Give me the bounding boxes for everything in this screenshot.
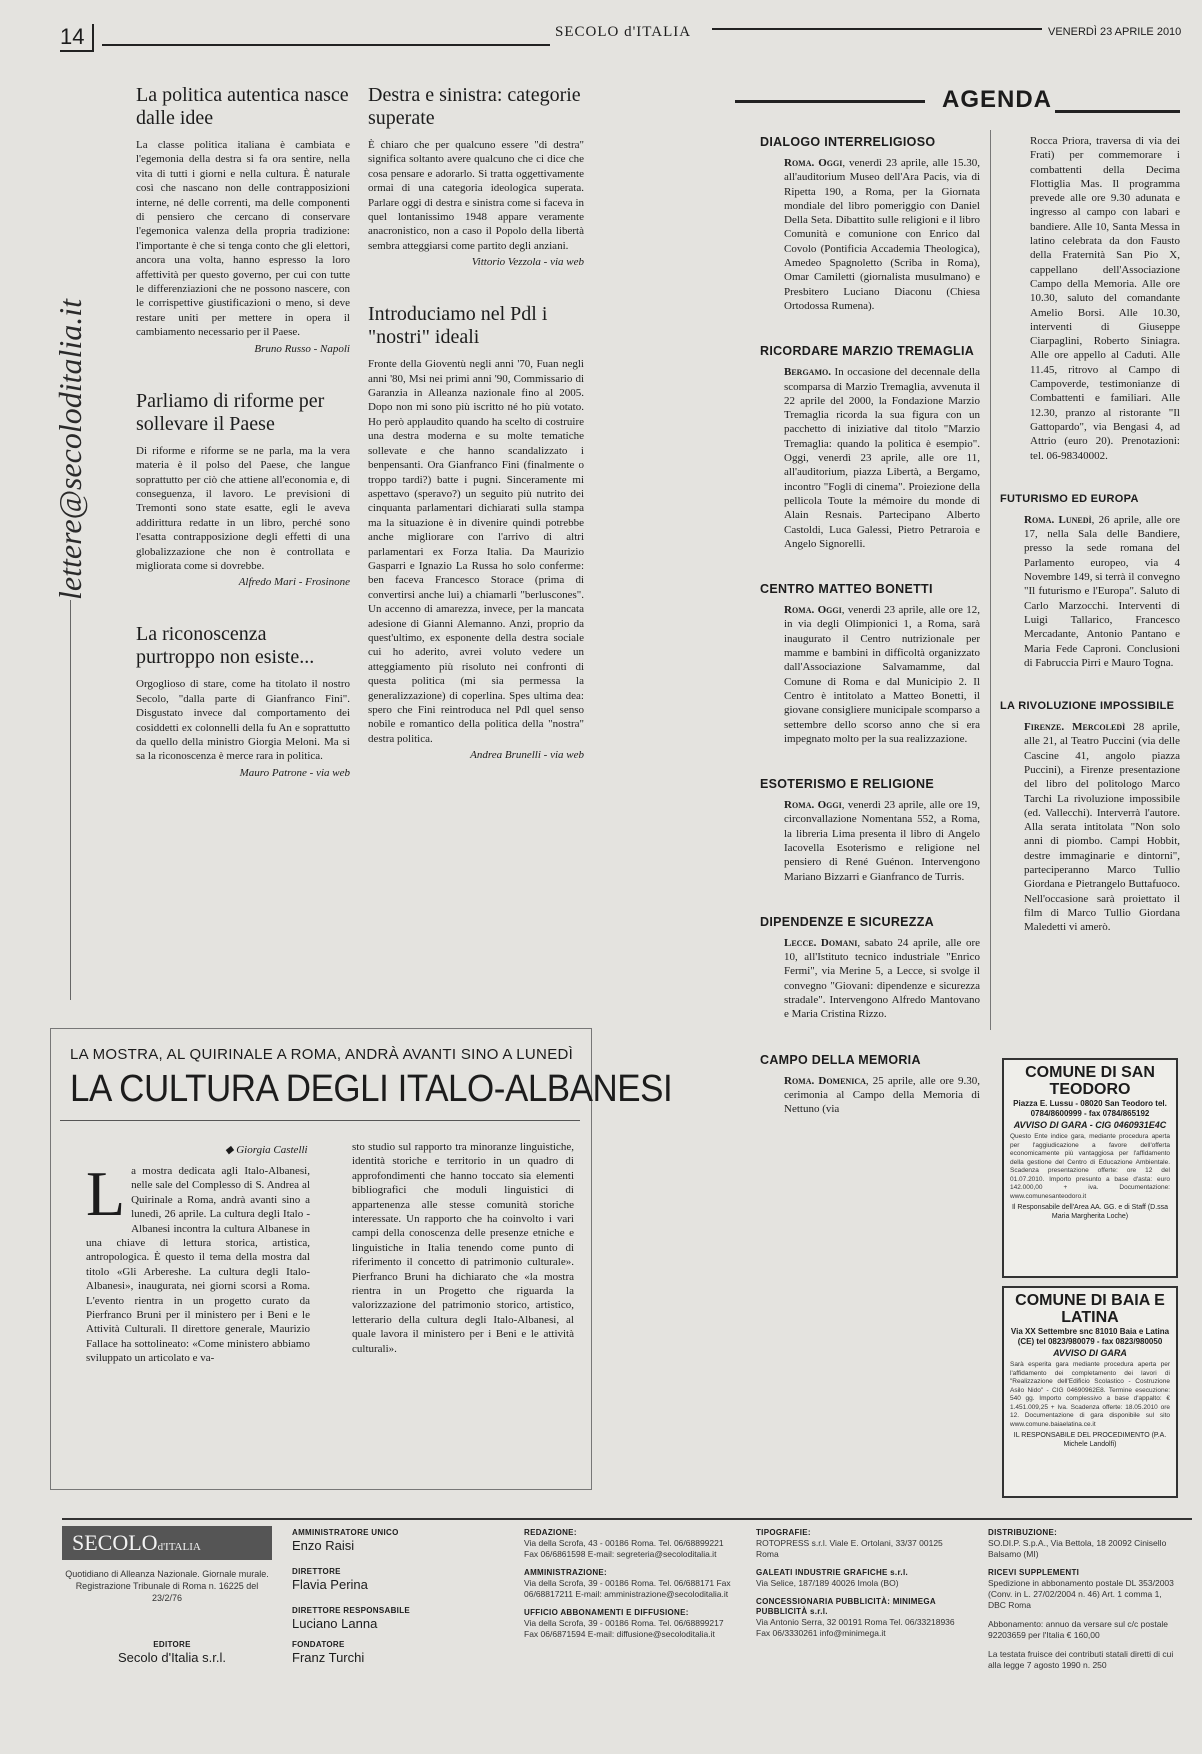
colophon-value: La testata fruisce dei contributi statali diretti di cui alla legge 7 agosto 1990 n. 250 xyxy=(988,1649,1174,1670)
letters-email[interactable]: lettere@secoloditalia.it xyxy=(52,298,88,600)
agenda-text xyxy=(760,936,980,1022)
header-rule-right xyxy=(712,28,1042,30)
agenda-item xyxy=(1000,698,1180,934)
ad-title: COMUNE DI SAN TEODORO xyxy=(1025,1064,1155,1098)
colophon-column-staff xyxy=(292,1528,522,1645)
colophon-value: Abbonamento: annuo da versare sul c/c postale 92203659 per l'Italia € 160,00 xyxy=(988,1619,1169,1640)
agenda-text xyxy=(1000,720,1180,934)
agenda-heading: LA RIVOLUZIONE IMPOSSIBILE xyxy=(1000,700,1175,713)
ad-notice-title: AVVISO DI GARA xyxy=(1053,1348,1127,1358)
agenda-item xyxy=(760,1052,980,1117)
colophon-value: Enzo Raisi xyxy=(292,1538,355,1553)
colophon-value: Spedizione in abbonamento postale DL 353/2003 (Conv. in L. 27/02/2004 n. 46) Art. 1 comma 1, DBC Roma xyxy=(988,1578,1174,1610)
letters-column-1 xyxy=(136,84,350,780)
colophon-label: AMMINISTRAZIONE: xyxy=(524,1568,608,1577)
agenda-column-2 xyxy=(1000,134,1180,935)
agenda-text xyxy=(1000,513,1180,670)
agenda-item xyxy=(760,343,980,551)
header-rule-left xyxy=(102,44,550,46)
colophon-label: DIRETTORE xyxy=(292,1567,341,1576)
page-number: 14 xyxy=(60,24,94,52)
agenda-lead: Roma. Oggi xyxy=(784,604,842,617)
agenda-text xyxy=(760,1074,980,1117)
agenda-item xyxy=(760,776,980,884)
ad-signature: Il Responsabile dell'Area AA. GG. e di Staff (D.ssa Maria Margherita Loche) xyxy=(1011,1204,1169,1220)
colophon-value: Secolo d'Italia s.r.l. xyxy=(118,1650,226,1665)
colophon-label: FONDATORE xyxy=(292,1640,345,1649)
letter-signature: Alfredo Mari - Frosinone xyxy=(238,576,350,589)
agenda-lead: Roma. Domenica xyxy=(784,1074,866,1087)
ad-body: Questo Ente indice gara, mediante procedura aperta per l'aggiudicazione a favore dell'offerta economicamente più vantaggiosa per l'affidamento della gestione del Centro di Educazione Ambientale. Scadenza presentazione offerte: ore 12 del 01.07.2010. Importo presunto a base d'asta: euro 142.000,00 + iva. Documentazione: www.comunesanteodoro.it xyxy=(1010,1133,1170,1200)
colophon-label: RICEVI SUPPLEMENTI xyxy=(988,1568,1080,1577)
colophon-column-print xyxy=(756,1528,956,1647)
ad-body: Sarà esperita gara mediante procedura aperta per l'affidamento dei completamento dei lavori di "Realizzazione dell'Edificio Scolastico - Costruzione Asilo Nido" - CIG 04690962E8. Termine esecuzione: 540 gg. Importo complessivo a base d'appalto: € 1.451.009,25 + Iva. Scadenza offerte: 18.05.2010 ore 12. Documentazione di gara disponibile sul sito www.comune.baiaelatina.ce.it xyxy=(1010,1361,1170,1428)
agenda-text xyxy=(760,156,980,313)
ad-title: COMUNE DI BAIA E LATINA xyxy=(1015,1292,1165,1326)
letter-signature: Andrea Brunelli - via web xyxy=(470,749,584,762)
agenda-body: 28 aprile, alle 21, al Teatro Puccini (via delle Cascine 41, angolo piazza Puccini), a Firenze presentazione del libro del politologo Marco Tarchi La rivoluzione impossibile (ed. Vallecchi). Interverrà l'autore. Alla serata intitolata "Non solo anni di piombo. Campi Hobbit, destre immaginarie e dintorni", parteciperanno Marco Tullio Giordana e Pietrangelo Buttafuoco. Nell'occasione sarà proiettato il film di Marco Tullio Giordana Maledetti vi amerò. xyxy=(1024,721,1180,934)
masthead-date: VENERDÌ 23 APRILE 2010 xyxy=(1048,26,1182,38)
agenda-column-1 xyxy=(760,134,980,1117)
letter-title: Introduciamo nel Pdl i "nostri" ideali xyxy=(368,303,548,349)
ad-comune-baia-e-latina xyxy=(1002,1286,1178,1498)
letter-body: Orgoglioso di stare, come ha titolato il nostro Secolo, "dalla parte di Gianfranco Fini". Disgustato invece dal comportamento dei cosiddetti ex colonnelli della fu An e soprattutto da quello della ministro Giorgia Meloni. Ma si sa la riconoscenza è merce rara in politica. xyxy=(136,678,350,763)
sidebar-line xyxy=(70,600,71,1000)
agenda-text xyxy=(760,798,980,884)
agenda-heading: DIALOGO INTERRELIGIOSO xyxy=(760,135,936,149)
agenda-lead: Roma. Lunedì xyxy=(1024,513,1092,526)
agenda-lead: Roma. Oggi xyxy=(784,157,843,169)
feature-dropcap: L xyxy=(86,1158,126,1229)
agenda-text xyxy=(760,603,980,746)
agenda-body: In occasione del decennale della scomparsa di Marzio Tremaglia, avvenuta il 22 aprile del 2000, la Fondazione Marzio Tremaglia ricorda la sua figura con un pacchetto di iniziative dal titolo "Marzio Tremaglia: quando la politica è esempio". Oggi, venerdì 23 aprile, alle ore 11, all'auditorium, piazza Libertà, a Bergamo, incontro "Fogli di cinema". Proiezione della pellicola Toute la mémoire du monde di Alain Resnais. Partecipano Alberto Castoldi, Luca Galessi, Pietro Petraroia e Angelo Signorelli. xyxy=(784,366,980,550)
masthead-name: SECOLO d'ITALIA xyxy=(555,24,692,40)
agenda-lead: Lecce. Domani xyxy=(784,936,858,949)
feature-title: LA CULTURA DEGLI ITALO-ALBANESI xyxy=(70,1068,673,1110)
colophon-value: SO.DI.P. S.p.A., Via Bettola, 18 20092 Cinisello Balsamo (MI) xyxy=(988,1538,1167,1559)
letter-signature: Bruno Russo - Napoli xyxy=(254,342,350,355)
colophon-logo-small: d'ITALIA xyxy=(157,1541,201,1553)
letter xyxy=(136,623,350,779)
colophon-value: Via della Scrofa, 39 - 00186 Roma. Tel. 06/68899217 Fax 06/6871594 E-mail: diffusione@secoloditalia.it xyxy=(524,1618,724,1639)
letter-signature: Mauro Patrone - via web xyxy=(239,766,350,779)
agenda-body: , 25 aprile, alle ore 9.30, cerimonia al Campo della Memoria di Nettuno (via xyxy=(784,1074,980,1116)
letter-body: Di riforme e riforme se ne parla, ma la vera materia è il polso del Paese, che langue soprattutto per ciò che attiene all'economia e, di conseguenza, il lavoro. Le previsioni di Tremonti sono state esatte, egli le aveva addirittura redatte in un libro, perché sono l'esatta contrapposizione degli effetti di una globalizzazione che non è controllata e migliorata come si dovrebbe. xyxy=(136,444,350,572)
colophon-value: Via della Scrofa, 39 - 00186 Roma. Tel. 06/688171 Fax 06/68817211 E-mail: amministrazione@secoloditalia.it xyxy=(524,1578,731,1599)
colophon-registration: Quotidiano di Alleanza Nazionale. Giornale murale. Registrazione Tribunale di Roma n. 16225 del 23/2/76 xyxy=(65,1569,269,1603)
colophon-label: DISTRIBUZIONE: xyxy=(988,1528,1058,1537)
colophon-logo xyxy=(62,1526,272,1560)
ad-notice-title: AVVISO DI GARA - CIG 0460931E4C xyxy=(1013,1120,1167,1130)
agenda-item xyxy=(1000,491,1180,670)
colophon-column-founder xyxy=(292,1640,522,1679)
feature-column-1 xyxy=(86,1158,310,1366)
agenda-heading: RICORDARE MARZIO TREMAGLIA xyxy=(760,344,975,359)
colophon-label: CONCESSIONARIA PUBBLICITÀ: MINIMEGA PUBBLICITÀ s.r.l. xyxy=(756,1597,936,1616)
feature-text-2: sto studio sul rapporto tra minoranze linguistiche, identità storiche e territorio in un quadro di approfondimenti che hanno toccato sia elementi bibliografici che moduli linguistici di appartenenza alle stesse comunità storiche interessate. Un rapporto che ha coinvolto i vari campi della conoscenza delle presenze etniche e linguistiche in Italia tenendo come punto di riferimento il concetto di patrimonio culturale». Pierfranco Bruni ha dichiarato che «la mostra rientra in un Progetto che riguarda la valorizzazione del patrimonio storico, artistico, letterario della cultura degli Italo-Albanesi, al quale lavora il ministero per i Beni e le attività culturali». xyxy=(352,1141,574,1355)
agenda-text xyxy=(760,365,980,551)
colophon-label: REDAZIONE: xyxy=(524,1528,577,1537)
agenda-rule-left xyxy=(735,100,925,103)
agenda-item xyxy=(760,134,980,313)
letter-signature: Vittorio Vezzola - via web xyxy=(471,256,584,269)
feature-column-2 xyxy=(352,1140,574,1356)
letters-email-vertical[interactable] xyxy=(52,90,96,600)
feature-kicker: LA MOSTRA, AL QUIRINALE A ROMA, ANDRÀ AVANTI SINO A LUNEDÌ xyxy=(70,1046,574,1063)
colophon-value: Via della Scrofa, 43 - 00186 Roma. Tel. 06/68899221 Fax 06/6861598 E-mail: segreteria@secoloditalia.it xyxy=(524,1538,724,1559)
ad-comune-san-teodoro xyxy=(1002,1058,1178,1278)
agenda-item-continued xyxy=(1000,134,1180,463)
letter xyxy=(136,84,350,356)
letter-title: La politica autentica nasce dalle idee xyxy=(136,84,349,129)
colophon-column-offices xyxy=(524,1528,734,1648)
feature-text-1: a mostra dedicata agli Italo-Albanesi, nelle sale del Complesso di S. Andrea al Quirinale a Roma, andrà avanti sino a lunedì, 26 aprile. La cultura degli Italo - Albanesi incontra la cultura Albanese in una chiave di lettura storica, artistica, antropologica. È questo il tema della mostra dal titolo «Gli Arbereshe. La cultura degli Italo-Albanesi», inaugurata, nei giorni scorsi a Roma. L'evento rientra in un progetto curato da Pierfranco Bruni per il ministero per i Beni e le Attività Culturali. Il direttore generale, Maurizio Fallace ha sottolineato: «Come ministero abbiamo sviluppato un articolato e va- xyxy=(86,1165,310,1365)
letter-title: Parliamo di riforme per sollevare il Paese xyxy=(136,389,325,435)
colophon-label: DIRETTORE RESPONSABILE xyxy=(292,1606,411,1615)
colophon-column-publisher xyxy=(62,1640,282,1679)
letter xyxy=(136,390,350,590)
agenda-body: , sabato 24 aprile, alle ore 10, all'Istituto tecnico industriale "Enrico Fermi", via Merine 5, a Lecce, si svolge il convegno "Giovani: dipendenze e sicurezza stradale". Intervengono Alfredo Mantovano e Maria Cristina Rizzo. xyxy=(784,936,980,1021)
agenda-item xyxy=(760,914,980,1022)
agenda-lead: Firenze. Mercoledì xyxy=(1024,721,1126,734)
agenda-rule-right xyxy=(1055,110,1180,113)
agenda-title: AGENDA xyxy=(942,86,1053,113)
colophon-label: UFFICIO ABBONAMENTI E DIFFUSIONE: xyxy=(524,1608,689,1617)
ad-signature: IL RESPONSABILE DEL PROCEDIMENTO (P.A. Michele Landolfi) xyxy=(1013,1432,1167,1448)
feature-rule xyxy=(60,1120,580,1121)
agenda-lead: Bergamo. xyxy=(784,366,831,379)
letter-body: Fronte della Gioventù negli anni '70, Fuan negli anni '80, Msi nei primi anni '90, Commissario di Garanzia in Alleanza nazionale fino al 2005. Dopo non mi sono più iscritto né ho più votato. Ho però applaudito quando ha scelto di costruire una destra moderna e su molte tematiche sollevate e che hanno scandalizzato i benpensanti. Ora Gianfranco Fini (finalmente o troppo tardi?) batte i pugni. Sinceramente mi aspettavo (speravo?) un seguito più nutrito dei cinquanta parlamentari dichiarati sulla stampa ma la situazione è in divenire quindi potrebbe anche migliorare con l'arrivo di altri parlamentari ex Forza Italia. Da Maurizio Gasparri e Ignazio La Russa ho solo conferme: ben faceva Francesco Storace (prima di convertirsi anche lui) a chiamarli "berluscones". Un accenno di amarezza, invece, per la mancata adesione di Gianni Alemanno. Anzi, proprio da quest'ultimo, ex esponente della destra sociale cui ho aderito, avrei voluto vedere un atteggiamento più risoluto nei confronti di questa politica (mi sia permessa la generalizzazione) di coperlina. Spes ultima dea: spero che Fini reintroduca nel Pdl quel senso nobile e romantico della politica della "nostra" destra politica. xyxy=(368,358,584,745)
colophon-label: GALEATI INDUSTRIE GRAFICHE s.r.l. xyxy=(756,1568,908,1577)
colophon-label: TIPOGRAFIE: xyxy=(756,1528,811,1537)
agenda-heading: ESOTERISMO E RELIGIONE xyxy=(760,777,934,792)
agenda-body: , 26 aprile, alle ore 17, nella Sala delle Bandiere, presso la sede romana del Parlamento europeo, via 4 Novembre 149, si terrà il convegno "Il futurismo e l'Europa". Saluto di Carlo Marzocchi. Interventi di Luigi Tallarico, Francesco Mercadante, Antonio Pantano e Maria Fede Caproni. Conclusioni di Fabruccia Pirri e Mauro Togna. xyxy=(1024,513,1180,669)
colophon-value: Franz Turchi xyxy=(292,1650,365,1665)
colophon-value: ROTOPRESS s.r.l. Viale E. Ortolani, 33/37 00125 Roma xyxy=(756,1538,943,1559)
letter xyxy=(368,84,584,269)
letter xyxy=(368,303,584,762)
colophon-value: Via Selice, 187/189 40026 Imola (BO) xyxy=(756,1578,899,1588)
agenda-heading: CAMPO DELLA MEMORIA xyxy=(760,1052,921,1067)
ad-address: Piazza E. Lussu - 08020 San Teodoro tel. 0784/8600999 - fax 0784/865192 xyxy=(1013,1099,1167,1118)
letter-title: La riconoscenza purtroppo non esiste... xyxy=(136,623,315,669)
agenda-body: , venerdì 23 aprile, alle ore 19, circonvallazione Nomentana 552, a Roma, la libreria Lima presenta il libro di Angelo Iacovella Esoterismo e religione nel pensiero di René Guénon. Intervengono Mariano Bizzarri e Gianfranco de Turris. xyxy=(784,799,981,883)
colophon xyxy=(62,1518,1192,1700)
colophon-value: Via Antonio Serra, 32 00191 Roma Tel. 06/33218936 Fax 06/3330261 info@minimega.it xyxy=(756,1617,955,1638)
feature-author: ◆ Giorgia Castelli xyxy=(225,1144,308,1156)
agenda-lead: Roma. Oggi xyxy=(784,799,842,812)
letters-column-2 xyxy=(368,84,584,762)
colophon-column-distribution xyxy=(988,1528,1178,1679)
letter-title: Destra e sinistra: categorie superate xyxy=(368,84,581,129)
agenda-heading: DIPENDENZE E SICUREZZA xyxy=(760,914,934,929)
colophon-logo-main: SECOLO xyxy=(72,1530,158,1555)
agenda-heading: FUTURISMO ED EUROPA xyxy=(1000,492,1139,505)
agenda-heading: CENTRO MATTEO BONETTI xyxy=(760,582,933,597)
ad-address: Via XX Settembre snc 81010 Baia e Latina (CE) tel 0823/980079 - fax 0823/980050 xyxy=(1010,1327,1170,1346)
letter-body: La classe politica italiana è cambiata e l'egemonia della destra si fa ora sentire, nella vita di tutti i giorni e nella cultura. È naturale così che nascano non delle contrapposizioni interne, né delle correnti, ma delle componenti di pensiero che cercano di conservare l'egemonica valenza della propria tradizione: l'importante è che si tenga conto che gli elettori, ancora una volta, hanno espresso la loro affettività per questo governo, per cui con tutte le differenziazioni che ne possono nascere, con le corrispettive giustificazioni o meno, si deve restare uniti per mettere in opera il cambiamento necessario per il Paese. xyxy=(136,139,350,339)
agenda-body: , venerdì 23 aprile, alle ore 12, in via degli Olimpionici 1, a Roma, sarà inaugurato il Centro nutrizionale per mamme e bambini in difficoltà organizzato dall'Associazione Salvamamme, dal Comune di Roma e dal Municipio 2. Il Centro è intitolato a Matteo Bonetti, il giovane consigliere municipale scomparso a settembre dello scorso anno che si era impegnato molto per la sua realizzazione. xyxy=(784,604,981,745)
agenda-body: Rocca Priora, traversa di via dei Frati) per commemorare i combattenti della Decima Flottiglia Mas. Il programma prevede alle ore 9.30 adunata e ingresso al campo con labari e bandiere. Alle 10, Santa Messa in latino celebrata da don Fausto della Fraternità San Pio X, cappellano dell'Associazione Campo della Memoria. Alle ore 10.30, saluto del comandante Amelio Borsi. Alle 10.30, interventi di Giuseppe Ciarpaglini, Roberto Siniagra. Alle ore appello al Caduti. Alle 11.45, ritrovo al Campo di Campoverde, testimonianze di Combattenti e familiari. Alle 12.30, pranzo al ristorante "Il Gattopardo", via Bengasi 4, ad Attrio (euro 20). Prenotazioni: tel. 06-98340002. xyxy=(1030,135,1180,462)
colophon-label: AMMINISTRATORE UNICO xyxy=(292,1528,399,1537)
colophon-value: Flavia Perina xyxy=(292,1577,368,1592)
letter-body: È chiaro che per qualcuno essere "di destra" significa soltanto avere qualcuno che ci dice che cosa pensare e adorarlo. Si tratta oggettivamente ormai di una categoria ideologica superata. Parlare oggi di destra e sinistra come si faceva in quel lontanissimo 1948 appare veramente anacronistico, non a caso il Popolo della libertà sembra atteggiarsi come partito degli anziani. xyxy=(368,139,584,252)
colophon-value: Luciano Lanna xyxy=(292,1616,378,1631)
agenda-divider xyxy=(990,130,991,1030)
agenda-item xyxy=(760,581,980,746)
colophon-label: EDITORE xyxy=(153,1640,191,1649)
agenda-body: , venerdì 23 aprile, alle 15.30, all'auditorium Museo dell'Ara Pacis, via di Ripetta 190, a Roma, per la Giornata mondiale del libro pomeriggio con Daniel Della Seta. Dibattito sulle religioni e il libro Comunità e comunione con Enrico dal Covolo (Pontificia Accademia Theologica), Amedeo Spagnoletto (Scriba in Roma), Omar Camiletti (giornalista musulmano) e Presbitero Luciano Diaconu (Chiesa Ortodossa Rumena). xyxy=(784,157,981,312)
